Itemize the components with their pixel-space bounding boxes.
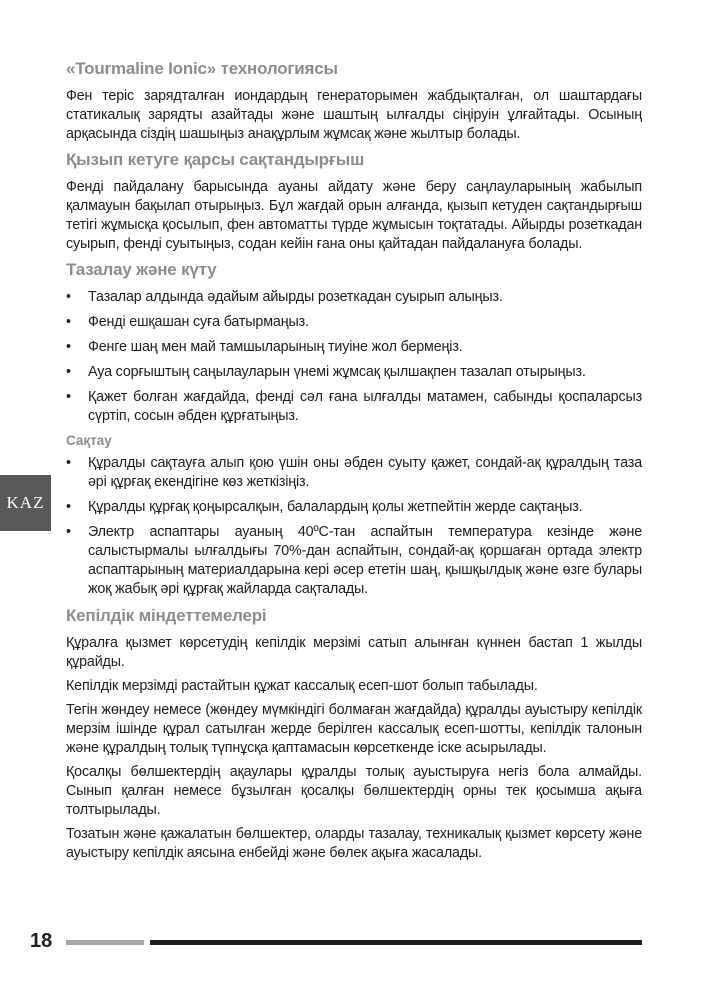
bullet-icon: • — [66, 339, 71, 355]
section-title-cleaning: Тазалау және күту — [66, 260, 217, 279]
bullet-icon: • — [66, 389, 71, 405]
paragraph-warranty-5: Тозатын және қажалатын бөлшектер, оларды тазалау, техникалық қызмет көрсету және ауыстыру кепілдік аясына енбейді және бөлек ақыға жасалады. — [66, 826, 642, 861]
section-title-overheat: Қызып кетуге қарсы сақтандырғыш — [66, 150, 365, 169]
bullet-icon: • — [66, 364, 71, 380]
paragraph-warranty-2: Кепілдік мерзімді растайтын құжат кассалық есеп-шот болып табылады. — [66, 678, 538, 694]
bullet-icon: • — [66, 524, 71, 540]
cleaning-list — [66, 288, 642, 426]
list-item — [66, 498, 642, 517]
paragraph-warranty-3: Тегін жөндеу немесе (жөндеу мүмкіндігі болмаған жағдайда) құралды ауыстыру кепілдік мерзім ішінде құрал сатылған жерде берілген кассалық есеп-шотты, кепілдік талонын және құралдың толық түпнұсқа қаптамасын көрсеткенде іске асырылады. — [66, 702, 642, 756]
paragraph-warranty-4: Қосалқы бөлшектердің ақаулары құралды толық ауыстыруға негіз бола алмайды. Сынып қалған немесе бұзылған қосалқы бөлшектердің орны тек қосымша ақыға толтырылады. — [66, 764, 642, 818]
list-item-text: Тазалар алдында әдайым айырды розеткадан суырып алыңыз. — [88, 289, 503, 305]
section-title-storage: Сақтау — [66, 433, 112, 448]
paragraph-tourmaline: Фен теріс зарядталған иондардың генераторымен жабдықталған, ол шаштардағы статикалық зарядты азайтады және шаштың ылғалды сіңіруін ұлғайтады. Осының арқасында сіздің шашыңыз анақұрлым жұмсақ және жылтыр болады. — [66, 88, 642, 142]
list-item-text: Қажет болған жағдайда, фенді сәл ғана ылғалды матамен, сабынды қоспаларсыз сүртіп, сосын әбден құрғатыңыз. — [88, 389, 642, 424]
bullet-icon: • — [66, 314, 71, 330]
language-tab: KAZ — [0, 475, 51, 531]
list-item-text: Ауа сорғыштың саңылауларын үнемі жұмсақ қылшақпен тазалап отырыңыз. — [88, 364, 586, 380]
list-item — [66, 388, 642, 426]
bullet-icon: • — [66, 499, 71, 515]
list-item-text: Фенге шаң мен май тамшыларының тиуіне жол бермеңіз. — [88, 339, 463, 355]
list-item — [66, 363, 642, 382]
list-item-text: Құралды сақтауға алып қою үшін оны әбден суыту қажет, сондай-ақ құралдың таза әрі құрғақ екендігіне көз жеткізіңіз. — [88, 455, 642, 490]
bullet-icon: • — [66, 455, 71, 471]
list-item — [66, 454, 642, 492]
footer-bar-gray — [66, 940, 144, 945]
section-title-warranty: Кепілдік міндеттемелері — [66, 606, 267, 625]
list-item-text: Электр аспаптары ауаның 40ºС-тан аспайтын температура кезінде және салыстырмалы ылғалдығы 70%-дан аспайтын, сондай-ақ қоршаған ортада электр аспаптарының материалдарына кері әсер ететін шаң, қышқылдық және өзге булары жоқ жабық әрі құрғақ жайларда сақталады. — [88, 524, 642, 597]
page-number: 18 — [30, 930, 53, 952]
bullet-icon: • — [66, 289, 71, 305]
list-item-text: Фенді ешқашан суға батырмаңыз. — [88, 314, 309, 330]
footer-bar-black — [150, 940, 642, 945]
list-item — [66, 288, 642, 307]
section-title-tourmaline: «Tourmaline Ionic» технологиясы — [66, 59, 338, 78]
paragraph-overheat: Фенді пайдалану барысында ауаны айдату және беру саңлауларының жабылып қалмауын бақылап отырыңыз. Бұл жағдай орын алғанда, қызып кетуден сақтандырғыш тетігі жұмысқа қосылып, фен автоматты түрде жұмысын тоқтатады. Айырды розеткадан суырып, фенді суытыңыз, содан кейін ғана оны қайтадан пайдалануға болады. — [66, 179, 642, 252]
list-item — [66, 523, 642, 599]
list-item — [66, 313, 642, 332]
paragraph-warranty-1: Құралға қызмет көрсетудің кепілдік мерзімі сатып алынған күннен бастап 1 жылды құрайды. — [66, 635, 642, 670]
list-item-text: Құралды құрғақ қоңырсалқын, балалардың қолы жетпейтін жерде сақтаңыз. — [88, 499, 583, 515]
storage-list — [66, 454, 642, 599]
list-item — [66, 338, 642, 357]
page-content — [66, 58, 642, 868]
